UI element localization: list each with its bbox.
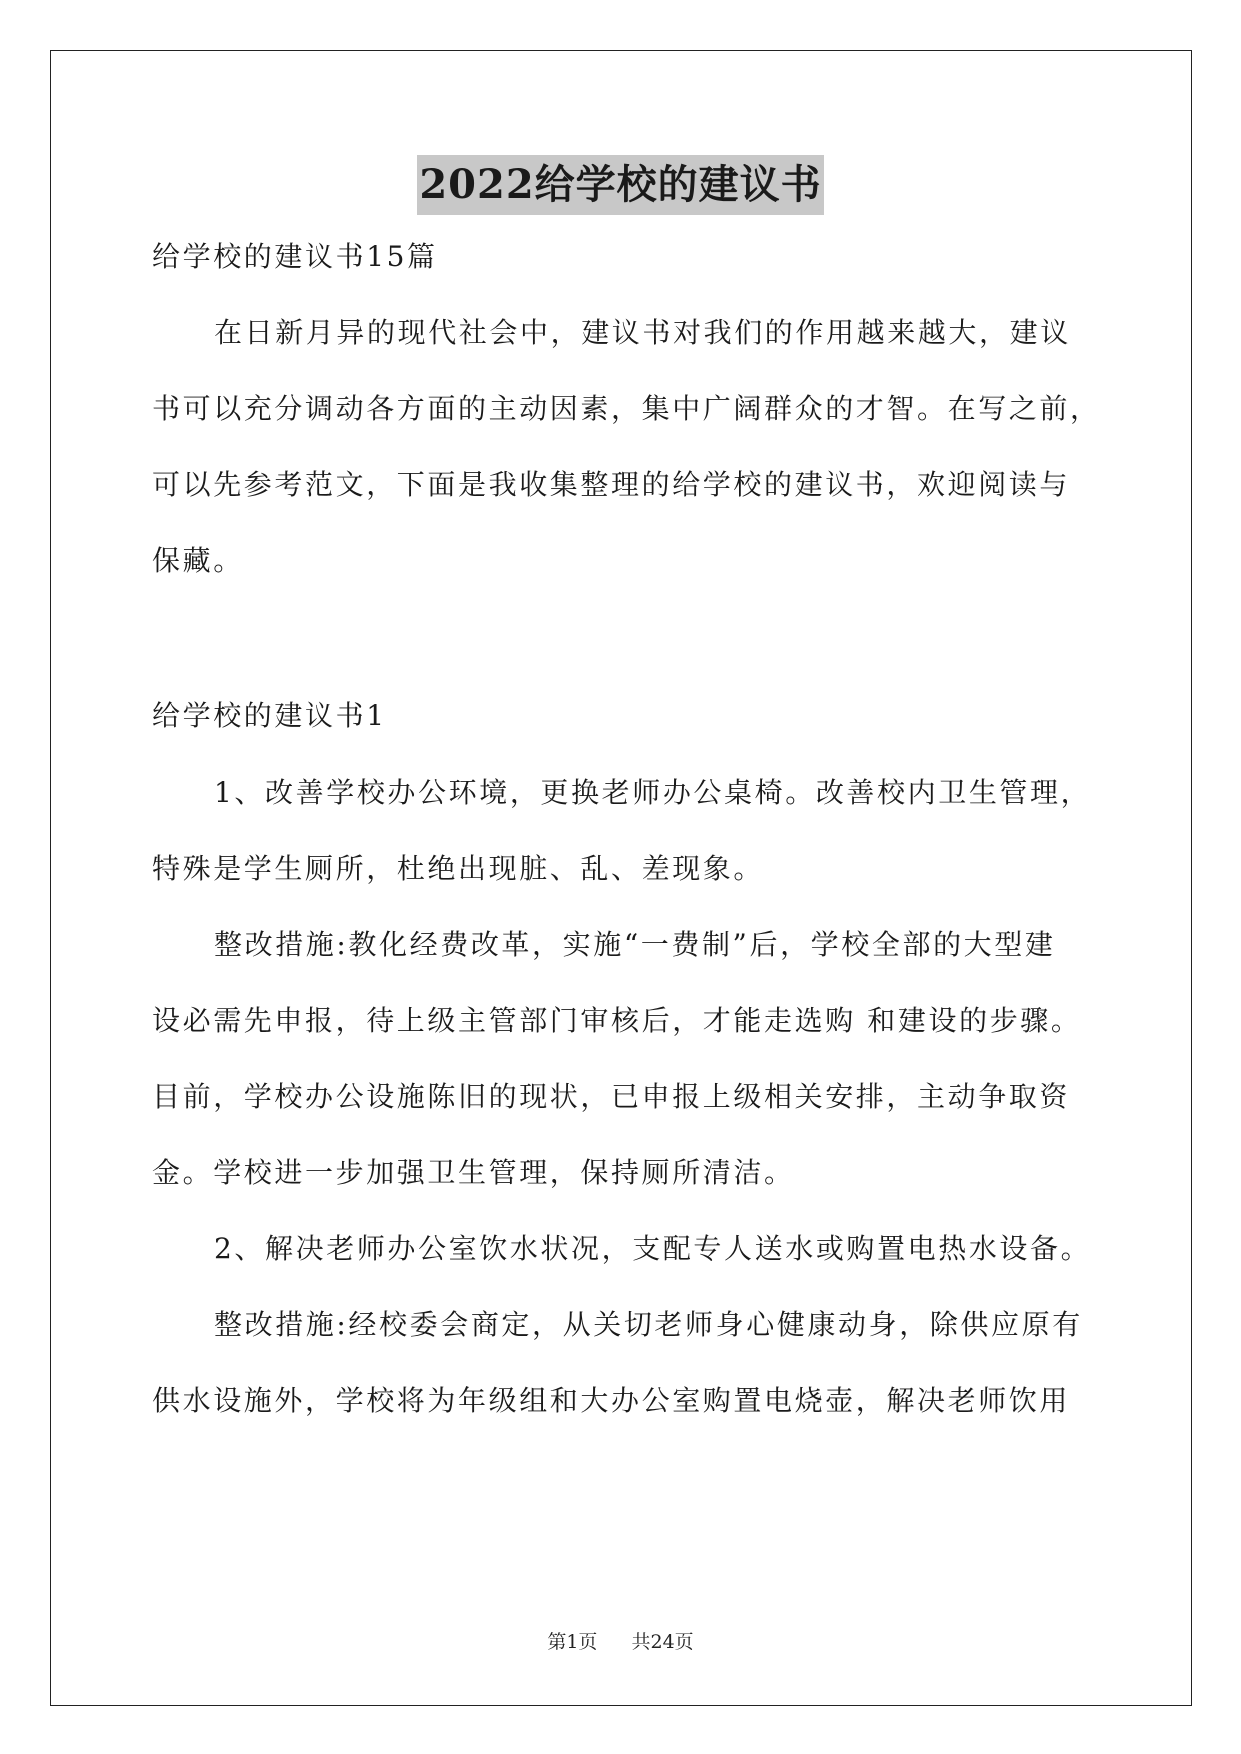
body-paragraph-line: 整改措施:教化经费改革，实施“一费制”后，学校全部的大型建	[214, 928, 1056, 961]
body-paragraph-line: 目前，学校办公设施陈旧的现状，已申报上级相关安排，主动争取资	[152, 1080, 1071, 1113]
page-number: 第1页	[547, 1631, 598, 1653]
body-paragraph-line: 2、解决老师办公室饮水状况，支配专人送水或购置电热水设备。	[214, 1232, 1092, 1265]
document-title-wrapper	[0, 155, 1241, 215]
total-pages: 共24页	[631, 1631, 694, 1653]
body-paragraph-line: 金。学校进一步加强卫生管理，保持厕所清洁。	[152, 1156, 795, 1189]
body-paragraph-line: 特殊是学生厕所，杜绝出现脏、乱、差现象。	[152, 852, 765, 885]
intro-paragraph-line: 保藏。	[152, 544, 244, 577]
body-paragraph-line: 整改措施:经校委会商定，从关切老师身心健康动身，除供应原有	[214, 1308, 1083, 1341]
section-heading: 给学校的建议书1	[152, 699, 387, 732]
body-paragraph-line: 设必需先申报，待上级主管部门审核后，才能走选购 和建设的步骤。	[152, 1004, 1082, 1037]
document-title: 2022给学校的建议书	[417, 155, 823, 215]
intro-paragraph-line: 在日新月异的现代社会中，建议书对我们的作用越来越大，建议	[214, 316, 1071, 349]
intro-paragraph-line: 可以先参考范文，下面是我收集整理的给学校的建议书，欢迎阅读与	[152, 468, 1071, 501]
intro-paragraph-line: 书可以充分调动各方面的主动因素，集中广阔群众的才智。在写之前，	[152, 392, 1101, 425]
subtitle-line: 给学校的建议书15篇	[152, 240, 438, 273]
body-paragraph-line: 1、改善学校办公环境，更换老师办公桌椅。改善校内卫生管理，	[214, 776, 1092, 809]
page-footer	[0, 1630, 1241, 1654]
body-paragraph-line: 供水设施外，学校将为年级组和大办公室购置电烧壶，解决老师饮用	[152, 1384, 1071, 1417]
